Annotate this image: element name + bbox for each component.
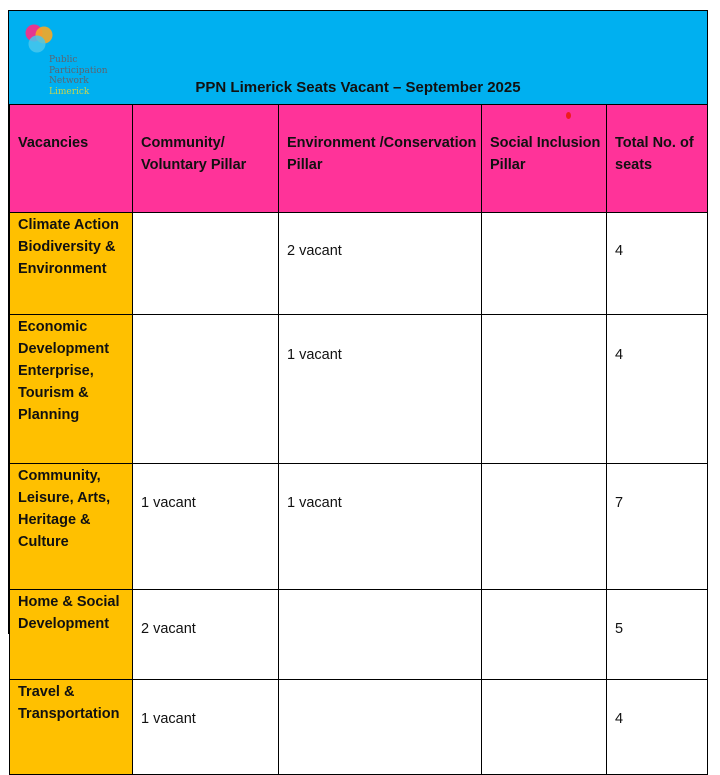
logo-line-1: Public	[49, 55, 78, 65]
header-total-seats: Total No. of seats	[607, 105, 708, 213]
community-cell: 1 vacant	[133, 464, 279, 590]
document-frame	[8, 10, 708, 727]
vacancy-label: Home & Social Development	[10, 590, 133, 680]
total-cell: 7	[607, 464, 708, 590]
social-cell	[482, 590, 607, 680]
social-cell	[482, 213, 607, 315]
community-cell	[133, 315, 279, 464]
table-header-row	[10, 105, 708, 213]
vacancy-label: Climate Action Biodiversity & Environment	[10, 213, 133, 315]
environment-cell	[279, 680, 482, 775]
social-cell	[482, 464, 607, 590]
vacancy-label: Economic Development Enterprise, Tourism & Planning	[10, 315, 133, 464]
red-dot-mark	[566, 112, 571, 119]
total-cell: 4	[607, 315, 708, 464]
table-row	[10, 590, 708, 680]
logo-line-3: Network	[49, 76, 89, 86]
community-cell: 2 vacant	[133, 590, 279, 680]
environment-cell: 2 vacant	[279, 213, 482, 315]
vacancy-label: Community, Leisure, Arts, Heritage & Culture	[10, 464, 133, 590]
header-vacancies: Vacancies	[10, 105, 133, 213]
logo-line-2: Participation	[49, 65, 108, 76]
total-cell: 4	[607, 680, 708, 775]
environment-cell	[279, 590, 482, 680]
header-community-pillar: Community/ Voluntary Pillar	[133, 105, 279, 213]
header-social-pillar: Social Inclusion Pillar	[482, 105, 607, 213]
title-banner	[9, 11, 707, 104]
logo-line-4: Limerick	[49, 86, 90, 97]
total-cell: 4	[607, 213, 708, 315]
vacancy-label: Travel & Transportation	[10, 680, 133, 775]
page-title: PPN Limerick Seats Vacant – September 2025	[195, 79, 521, 96]
community-cell	[133, 213, 279, 315]
table-row	[10, 680, 708, 775]
logo-circles-icon	[24, 23, 56, 55]
vacancies-table	[9, 104, 708, 775]
environment-cell: 1 vacant	[279, 464, 482, 590]
table-row	[10, 213, 708, 315]
environment-cell: 1 vacant	[279, 315, 482, 464]
table-row	[10, 315, 708, 464]
header-environment-pillar: Environment /Conservation Pillar	[279, 105, 482, 213]
social-cell	[482, 315, 607, 464]
social-cell	[482, 680, 607, 775]
table-row	[10, 464, 708, 590]
community-cell: 1 vacant	[133, 680, 279, 775]
total-cell: 5	[607, 590, 708, 680]
